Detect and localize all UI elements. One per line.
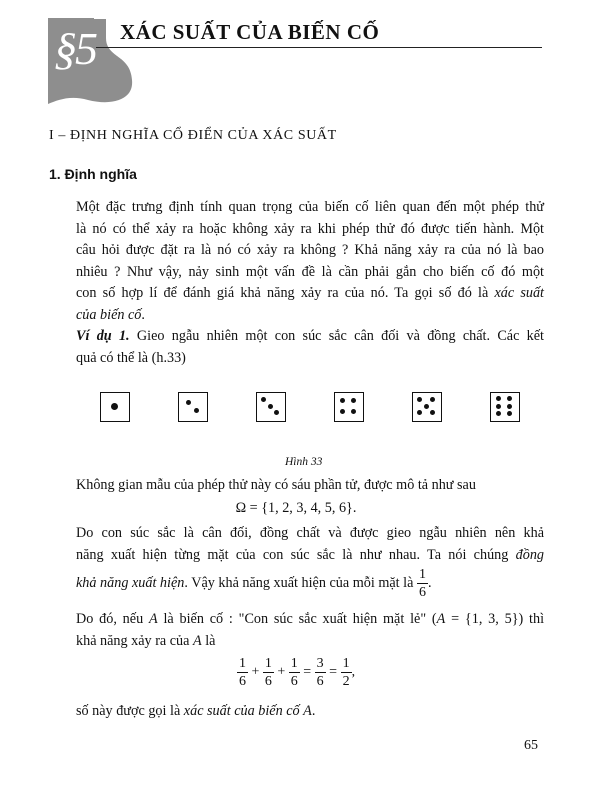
intro-line: Một đặc trưng định tính quan trọng của biến cố liên quan đến một phép thử bbox=[76, 199, 544, 215]
intro-line-term: của biến cố. bbox=[76, 306, 145, 323]
die-face-four bbox=[334, 392, 364, 422]
die-pip bbox=[430, 410, 435, 415]
intro-line: là nó có thể xảy ra hoặc không xảy ra khi phép thử đó được tiến hành. Một bbox=[76, 220, 544, 237]
die-pip bbox=[417, 397, 422, 402]
intro-line: câu hỏi được đặt ra là nó có xảy ra không ? Khả năng xảy ra của nó là bao bbox=[76, 242, 544, 258]
die-pip bbox=[507, 411, 512, 416]
equal-likelihood-line3: khả năng xuất hiện. Vậy khả năng xuất hiện của mỗi mặt là $\frac{1}{6}$ . bbox=[76, 567, 432, 600]
die-face-three bbox=[256, 392, 286, 422]
die-pip bbox=[424, 404, 429, 409]
example-line: quả có thể là (h.33) bbox=[76, 349, 186, 366]
intro-line: nhiêu ? Như vậy, nảy sinh một vấn đề là cần phải gắn cho biến cố đó một bbox=[76, 263, 544, 280]
chapter-title: XÁC SUẤT CỦA BIẾN CỐ bbox=[120, 20, 380, 44]
die-pip bbox=[261, 397, 266, 402]
die-pip bbox=[351, 398, 356, 403]
conclusion-line: số này được gọi là xác suất của biến cố A. bbox=[76, 703, 316, 719]
section-number: §5 bbox=[54, 23, 96, 74]
die-pip bbox=[351, 409, 356, 414]
omega-formula: Ω = {1, 2, 3, 4, 5, 6}. bbox=[235, 500, 357, 516]
die-face-five bbox=[412, 392, 442, 422]
equal-likelihood-paragraph: Do con súc sắc là cân đối, đồng chất và được gieo ngẫu nhiên nên khả năng xuất hiện từng mặt của con súc sắc là như nhau. Ta nói chúng đồng bbox=[76, 525, 545, 563]
die-pip bbox=[268, 404, 273, 409]
term-equal-likelihood: khả năng xuất hiện bbox=[76, 574, 185, 591]
die-pip bbox=[507, 396, 512, 401]
die-face-six bbox=[490, 392, 520, 422]
example-paragraph: Ví dụ 1. Gieo ngẫu nhiên một con súc sắc cân đối và đồng chất. Các kết quả có thể là (h.33) bbox=[76, 326, 544, 369]
section-heading: I – ĐỊNH NGHĨA CỔ ĐIỂN CỦA XÁC SUẤT bbox=[49, 128, 337, 143]
sub-heading: 1. Định nghĩa bbox=[49, 166, 137, 182]
die-pip bbox=[194, 408, 199, 413]
die-pip bbox=[496, 411, 501, 416]
die-pip bbox=[496, 396, 501, 401]
die-pip bbox=[186, 400, 191, 405]
term-probability: xác suất bbox=[494, 285, 544, 301]
die-pip bbox=[430, 397, 435, 402]
die-pip bbox=[417, 410, 422, 415]
die-face-one bbox=[100, 392, 130, 422]
die-pip bbox=[507, 404, 512, 409]
term-probability-of-event: xác suất của biến cố bbox=[183, 703, 300, 719]
probability-formula: $\frac{1}{6}$ + $\frac{1}{6}$ + $\frac{1}{6}$ = $\frac{3}{6}$ = $\frac{1}{2}$ , bbox=[238, 656, 356, 689]
die-pip bbox=[111, 403, 118, 410]
die-pip bbox=[340, 398, 345, 403]
page-number: 65 bbox=[524, 738, 538, 753]
die-pip bbox=[340, 409, 345, 414]
title-divider bbox=[96, 47, 542, 48]
dice-figure bbox=[100, 392, 524, 424]
die-face-two bbox=[178, 392, 208, 422]
die-pip bbox=[274, 410, 279, 415]
example-label: Ví dụ 1. bbox=[76, 328, 130, 344]
die-pip bbox=[496, 404, 501, 409]
figure-caption: Hình 33 bbox=[285, 456, 323, 468]
intro-line-last: con số hợp lí để đánh giá khả năng xảy ra của nó. Ta gọi số đó là xác suất bbox=[76, 285, 544, 301]
fraction-one-sixth: $\frac{1}{6}$ bbox=[418, 567, 426, 600]
sample-space-text: Không gian mẫu của phép thử này có sáu phần tử, được mô tả như sau bbox=[76, 477, 476, 493]
intro-paragraph bbox=[76, 197, 544, 326]
event-paragraph: Do đó, nếu A là biến cố : "Con súc sắc xuất hiện mặt lẻ" (A = {1, 3, 5}) thì khả năng xảy ra của A là bbox=[76, 611, 545, 649]
